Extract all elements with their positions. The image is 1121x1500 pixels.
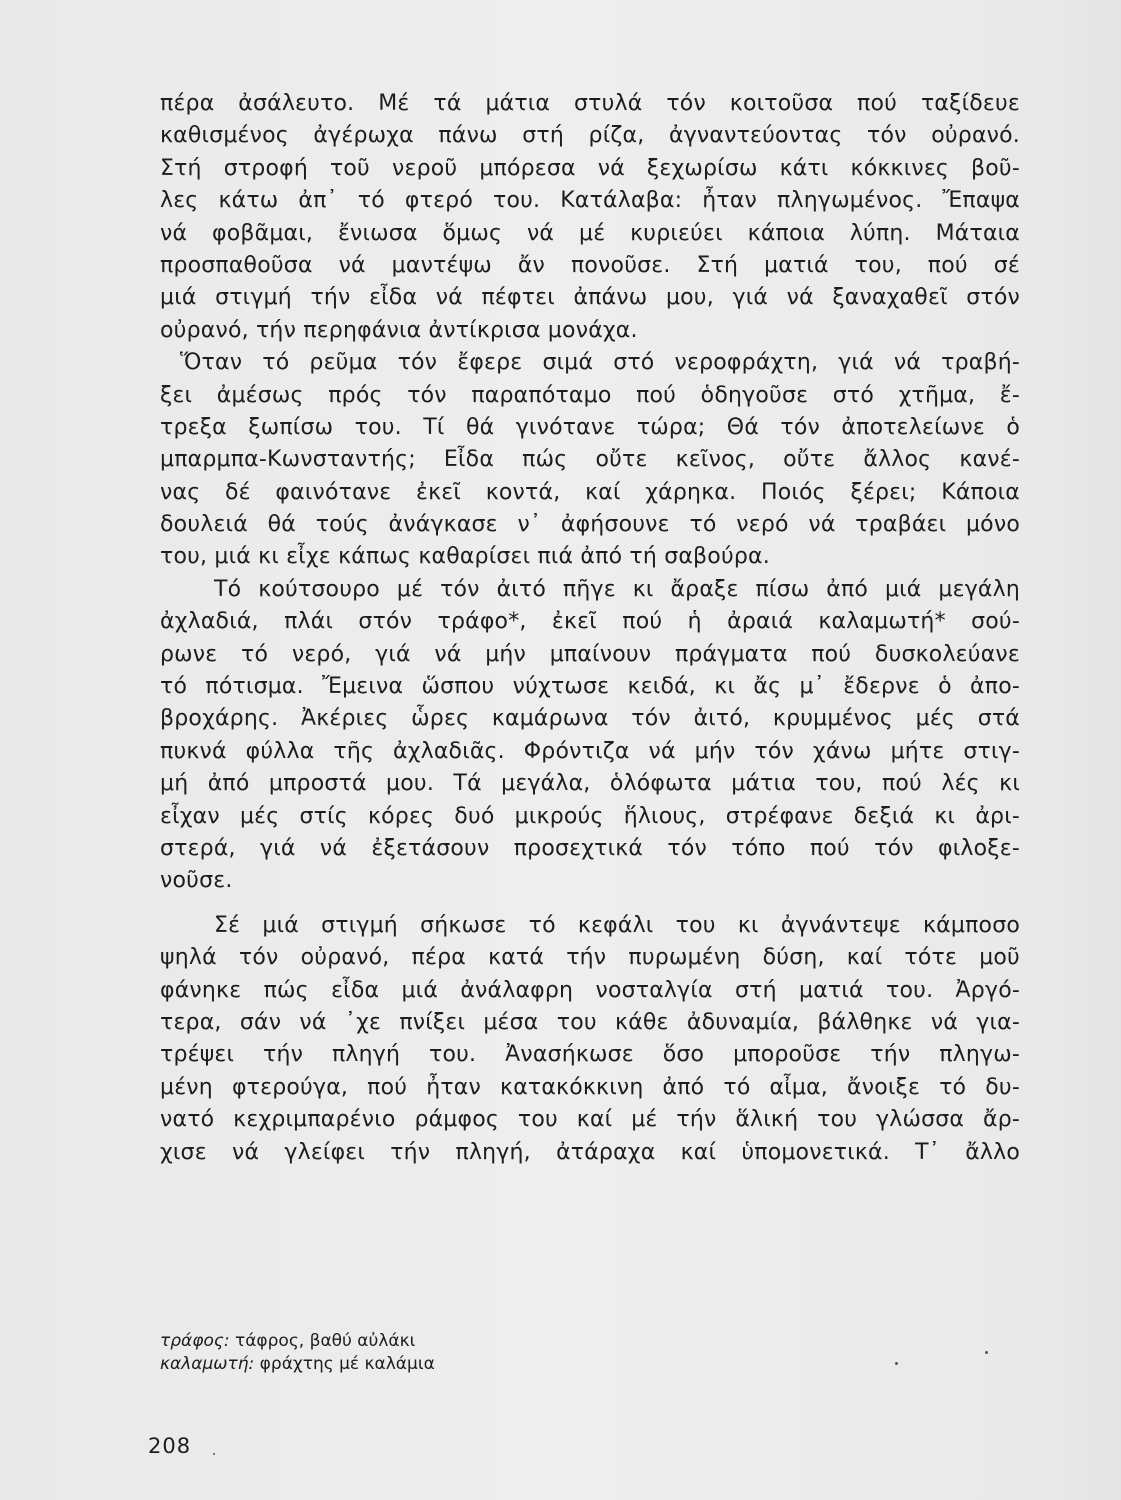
text-line: ἀχλαδιά, πλάι στόν τράφο*, ἐκεῖ πού ἡ ἀραιά καλαμωτή* σού-	[160, 609, 1020, 635]
text-line: οὐρανό, τήν περηφάνια ἀντίκρισα μονάχα.	[160, 317, 638, 343]
footnote-term: τράφος:	[160, 1331, 230, 1351]
text-line: Ὅταν τό ρεῦμα τόν ἔφερε σιμά στό νεροφράχτη, γιά νά τραβή-	[180, 350, 1020, 376]
text-line: λες κάτω ἀπ᾽ τό φτερό του. Κατάλαβα: ἦταν πληγωμένος. Ἔπαψα	[160, 188, 1020, 214]
text-line: νοῦσε.	[160, 868, 233, 894]
text-line: δουλειά θά τούς ἀνάγκασε ν᾽ ἀφήσουνε τό νερό νά τραβάει μόνο	[160, 512, 1020, 538]
page-edge-shadow	[1051, 0, 1121, 1500]
text-line: νά φοβᾶμαι, ἔνιωσα ὅμως νά μέ κυριεύει κάποια λύπη. Μάταια	[160, 220, 1020, 246]
text-line: νατό κεχριμπαρένιο ράμφος του καί μέ τήν ἅλική του γλώσσα ἄρ-	[160, 1107, 1020, 1133]
footnote-trafos	[160, 1330, 660, 1353]
footnote-term: καλαμωτή:	[160, 1354, 255, 1374]
footnote-definition: φράχτης μέ καλάμια	[254, 1354, 435, 1374]
text-line: μιά στιγμή τήν εἶδα νά πέφτει ἀπάνω μου, γιά νά ξαναχαθεῖ στόν	[160, 285, 1020, 311]
footnotes	[160, 1330, 660, 1376]
text-line: στερά, γιά νά ἐξετάσουν προσεχτικά τόν τόπο πού τόν φιλοξε-	[160, 835, 1020, 861]
text-line: βροχάρης. Ἀκέριες ὧρες καμάρωνα τόν ἀιτό, κρυμμένος μές στά	[160, 706, 1020, 732]
text-line: μή ἀπό μπροστά μου. Τά μεγάλα, ὁλόφωτα μάτια του, πού λές κι	[160, 771, 1020, 797]
text-line: τρέψει τήν πληγή του. Ἀνασήκωσε ὅσο μποροῦσε τήν πληγω-	[160, 1042, 1020, 1068]
text-line: καθισμένος ἀγέρωχα πάνω στή ρίζα, ἀγναντεύοντας τόν οὐρανό.	[160, 123, 1020, 149]
paragraph-gap	[160, 898, 1020, 910]
footnote-kalamoti	[160, 1353, 660, 1376]
footnote-definition: τάφρος, βαθύ αὐλάκι	[229, 1331, 416, 1351]
text-line: πυκνά φύλλα τῆς ἀχλαδιᾶς. Φρόντιζα νά μήν τόν χάνω μήτε στιγ-	[160, 738, 1020, 764]
text-line: φάνηκε πώς εἶδα μιά ἀνάλαφρη νοσταλγία στή ματιά του. Ἀργό-	[160, 977, 1020, 1003]
text-line: χισε νά γλείφει τήν πληγή, ἀτάραχα καί ὑπομονετικά. Τ᾽ ἄλλο	[160, 1139, 1020, 1165]
text-line: μπαρμπα-Κωνσταντής; Εἶδα πώς οὔτε κεῖνος, οὔτε ἄλλος κανέ-	[160, 447, 1020, 473]
text-line: νας δέ φαινότανε ἐκεῖ κοντά, καί χάρηκα. Ποιός ξέρει; Κάποια	[160, 479, 1020, 505]
page-number: 208	[148, 1434, 192, 1458]
text-line: ψηλά τόν οὐρανό, πέρα κατά τήν πυρωμένη δύση, καί τότε μοῦ	[160, 945, 1020, 971]
body-text	[160, 88, 1020, 1169]
scan-speck	[895, 1362, 898, 1365]
text-line: ρωνε τό νερό, γιά νά μήν μπαίνουν πράγματα πού δυσκολεύανε	[160, 641, 1020, 667]
text-line: Τό κούτσουρο μέ τόν ἀιτό πῆγε κι ἄραξε πίσω ἀπό μιά μεγάλη	[214, 576, 1020, 602]
text-line: τερα, σάν νά ᾽χε πνίξει μέσα του κάθε ἀδυναμία, βάλθηκε νά για-	[160, 1009, 1020, 1035]
text-line: του, μιά κι εἶχε κάπως καθαρίσει πιά ἀπό τή σαβούρα.	[160, 544, 770, 570]
text-line: προσπαθοῦσα νά μαντέψω ἄν πονοῦσε. Στή ματιά του, πού σέ	[160, 252, 1020, 278]
text-line: ξει ἀμέσως πρός τόν παραπόταμο πού ὁδηγοῦσε στό χτῆμα, ἔ-	[160, 382, 1020, 408]
scan-speck	[985, 1351, 988, 1354]
text-line: εἶχαν μές στίς κόρες δυό μικρούς ἥλιους, στρέφανε δεξιά κι ἀρι-	[160, 803, 1020, 829]
text-line: μένη φτερούγα, πού ἦταν κατακόκκινη ἀπό τό αἶμα, ἄνοιξε τό δυ-	[160, 1074, 1020, 1100]
text-line: Σέ μιά στιγμή σήκωσε τό κεφάλι του κι ἀγνάντεψε κάμποσο	[214, 912, 1020, 938]
text-line: πέρα ἀσάλευτο. Μέ τά μάτια στυλά τόν κοιτοῦσα πού ταξίδευε	[160, 91, 1020, 116]
scan-speck	[213, 1453, 215, 1455]
text-line: Στή στροφή τοῦ νεροῦ μπόρεσα νά ξεχωρίσω κάτι κόκκινες βοῦ-	[160, 155, 1020, 181]
text-line: τό πότισμα. Ἔμεινα ὥσπου νύχτωσε κειδά, κι ἄς μ᾽ ἔδερνε ὁ ἀπο-	[160, 674, 1020, 700]
text-line: τρεξα ξωπίσω του. Τί θά γινότανε τώρα; Θά τόν ἀποτελείωνε ὁ	[160, 414, 1020, 440]
